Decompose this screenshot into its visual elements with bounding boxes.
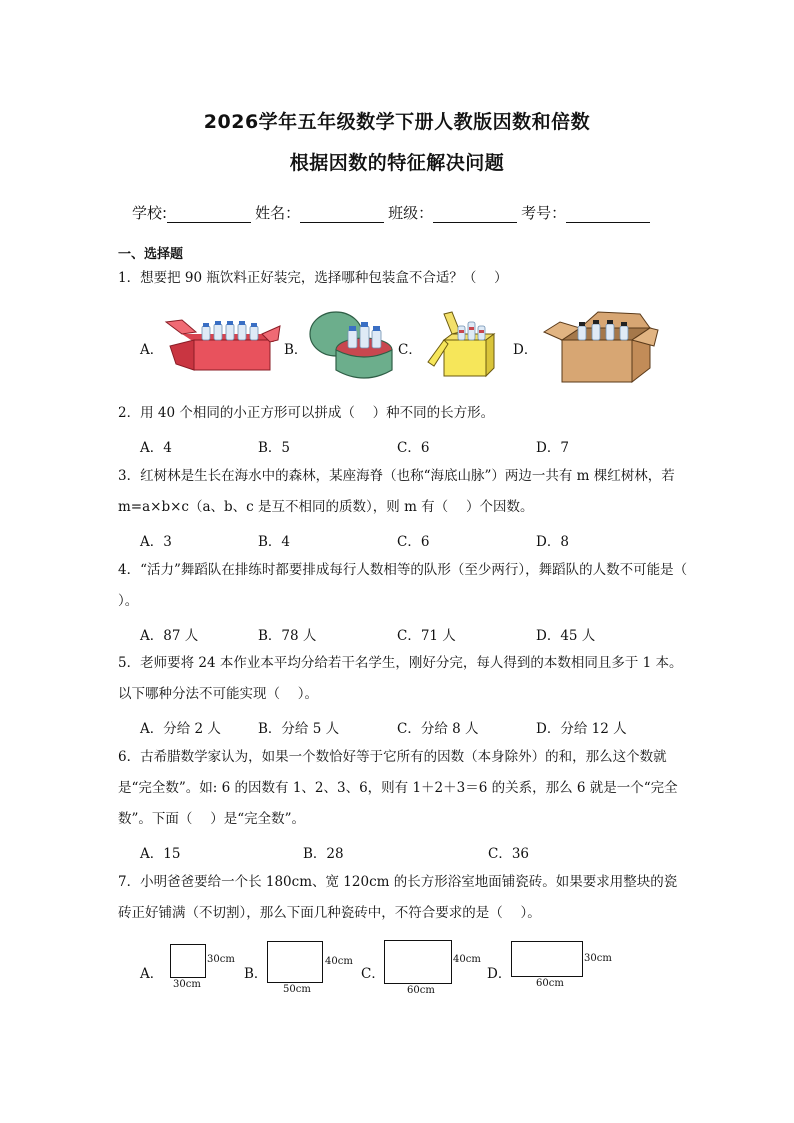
q1-option-b-label: B． bbox=[284, 342, 308, 358]
q6-option-c: C．36 bbox=[488, 846, 530, 862]
tile-a-bottom-label: 30cm bbox=[173, 979, 201, 990]
q5-option-b: B．分给 5 人 bbox=[258, 721, 340, 737]
name-blank bbox=[300, 206, 384, 223]
section-heading: 一、选择题 bbox=[118, 247, 184, 262]
name-label: 姓名： bbox=[255, 204, 301, 222]
class-label: 班级： bbox=[388, 204, 434, 222]
exam-no-label: 考号： bbox=[521, 204, 567, 222]
school-label: 学校: bbox=[132, 204, 168, 222]
q2-option-b: B．5 bbox=[258, 440, 291, 456]
page-title: 2026学年五年级数学下册人教版因数和倍数 bbox=[203, 111, 591, 133]
cardboard-box-icon bbox=[538, 306, 660, 388]
tile-a-shape bbox=[170, 944, 206, 978]
tile-d-bottom-label: 60cm bbox=[536, 978, 564, 989]
q4-option-b: B．78 人 bbox=[258, 628, 317, 644]
tile-b-bottom-label: 50cm bbox=[283, 984, 311, 995]
q2-option-a: A．4 bbox=[140, 440, 172, 456]
q4-option-c: C．71 人 bbox=[397, 628, 456, 644]
q2-option-d: D．7 bbox=[536, 440, 569, 456]
question-2: 2．用 40 个相同的小正方形可以拼成（ ）种不同的长方形。 bbox=[118, 405, 495, 421]
q7-option-c-label: C． bbox=[361, 966, 385, 982]
question-7: 7．小明爸爸要给一个长 180cm、宽 120cm 的长方形浴室地面铺瓷砖。如果要求用整块的瓷砖正好铺满（不切割），那么下面几种瓷砖中，不符合要求的是（ ）。 bbox=[118, 874, 678, 921]
q3-option-b: B．4 bbox=[258, 534, 291, 550]
q5-option-a: A．分给 2 人 bbox=[140, 721, 221, 737]
q1-option-a-label: A． bbox=[140, 342, 164, 358]
q6-option-a: A．15 bbox=[140, 846, 181, 862]
q2-option-c: C．6 bbox=[397, 440, 430, 456]
q4-option-a: A．87 人 bbox=[140, 628, 199, 644]
q5-option-c: C．分给 8 人 bbox=[397, 721, 479, 737]
q1-option-d-label: D． bbox=[513, 342, 538, 358]
class-blank bbox=[433, 206, 517, 223]
yellow-box-icon bbox=[422, 310, 500, 380]
question-1: 1．想要把 90 瓶饮料正好装完，选择哪种包装盒不合适？（ ） bbox=[118, 270, 508, 286]
student-info-row bbox=[132, 202, 654, 223]
question-6: 6．古希腊数学家认为，如果一个数恰好等于它所有的因数（本身除外）的和，那么这个数就是“完全数”。如: 6 的因数有 1、2、3、6，则有 1＋2＋3＝6 的关系，那么 6 就是一个“完全数”。下面（ ）是“完全数”。 bbox=[118, 749, 678, 827]
q5-option-d: D．分给 12 人 bbox=[536, 721, 627, 737]
q4-option-d: D．45 人 bbox=[536, 628, 596, 644]
red-box-icon bbox=[162, 312, 282, 376]
q7-option-a-label: A． bbox=[140, 966, 164, 982]
tile-b-shape bbox=[267, 941, 323, 983]
tile-d-side-label: 30cm bbox=[584, 953, 612, 964]
tile-c-side-label: 40cm bbox=[453, 954, 481, 965]
tile-b-side-label: 40cm bbox=[325, 956, 353, 967]
q3-option-d: D．8 bbox=[536, 534, 569, 550]
tile-d-shape bbox=[511, 941, 583, 977]
q6-option-b: B．28 bbox=[303, 846, 344, 862]
question-5: 5．老师要将 24 本作业本平均分给若干名学生，刚好分完，每人得到的本数相同且多于 1 本。以下哪种分法不可能实现（ ）。 bbox=[118, 655, 683, 702]
q7-option-d-label: D． bbox=[487, 966, 512, 982]
q7-option-b-label: B． bbox=[244, 966, 268, 982]
question-3: 3．红树林是生长在海水中的森林，某座海脊（也称“海底山脉”）两边一共有 m 棵红树林，若 m=a×b×c（a、b、c 是互不相同的质数），则 m 有（ ）个因数。 bbox=[118, 468, 675, 515]
page-subtitle: 根据因数的特征解决问题 bbox=[289, 152, 505, 174]
tile-c-bottom-label: 60cm bbox=[407, 985, 435, 996]
tile-a-side-label: 30cm bbox=[207, 954, 235, 965]
round-box-icon bbox=[306, 306, 396, 382]
exam-no-blank bbox=[566, 206, 650, 223]
q1-option-c-label: C． bbox=[398, 342, 422, 358]
q3-option-c: C．6 bbox=[397, 534, 430, 550]
school-blank bbox=[167, 206, 251, 223]
q3-option-a: A．3 bbox=[140, 534, 172, 550]
tile-c-shape bbox=[384, 940, 452, 984]
question-4: 4．“活力”舞蹈队在排练时都要排成每行人数相等的队形（至少两行），舞蹈队的人数不可能是（ ）。 bbox=[118, 562, 705, 609]
